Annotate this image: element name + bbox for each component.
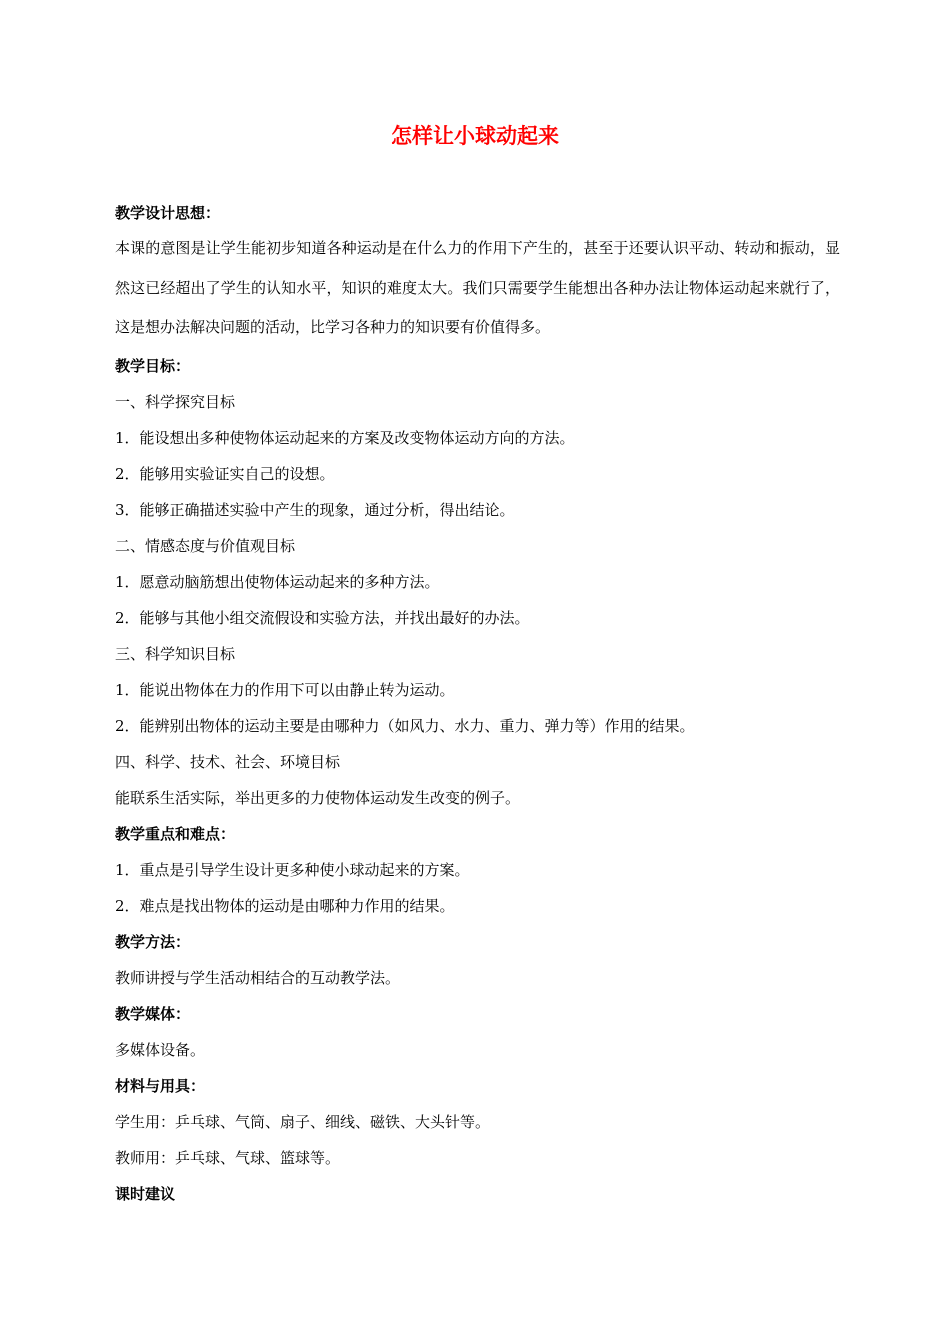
goal-line: 1．愿意动脑筋想出使物体运动起来的多种方法。 bbox=[115, 572, 440, 591]
document-title: 怎样让小球动起来 bbox=[391, 124, 559, 148]
goal-line: 2．能够与其他小组交流假设和实验方法，并找出最好的办法。 bbox=[115, 608, 530, 627]
section-heading-design: 教学设计思想： bbox=[115, 204, 221, 222]
materials-line: 教师用：乒乓球、气球、篮球等。 bbox=[115, 1148, 341, 1167]
key-point-line: 1．重点是引导学生设计更多种使小球动起来的方案。 bbox=[115, 860, 470, 879]
section-heading-materials: 材料与用具： bbox=[115, 1076, 206, 1095]
section-heading-hours: 课时建议 bbox=[115, 1184, 176, 1203]
goal-line: 一、科学探究目标 bbox=[115, 392, 236, 411]
design-paragraph: 本课的意图是让学生能初步知道各种运动是在什么力的作用下产生的，甚至于还要认识平动、转动和振动，显然这已经超出了学生的认知水平，知识的难度太大。我们只需要学生能想出各种办法让物体运动起来就行了，这是想办法解决问题的活动，比学习各种力的知识要有价值得多。 bbox=[115, 239, 840, 336]
goal-line: 3．能够正确描述实验中产生的现象，通过分析，得出结论。 bbox=[115, 500, 515, 519]
method-text: 教师讲授与学生活动相结合的互动教学法。 bbox=[115, 968, 401, 987]
goal-line: 2．能够用实验证实自己的设想。 bbox=[115, 464, 335, 483]
materials-line: 学生用：乒乓球、气筒、扇子、细线、磁铁、大头针等。 bbox=[115, 1112, 491, 1131]
section-heading-media: 教学媒体： bbox=[115, 1004, 191, 1023]
section-heading-key-points: 教学重点和难点： bbox=[115, 824, 236, 843]
media-text: 多媒体设备。 bbox=[115, 1040, 206, 1059]
section-heading-method: 教学方法： bbox=[115, 932, 191, 951]
key-point-line: 2．难点是找出物体的运动是由哪种力作用的结果。 bbox=[115, 896, 455, 915]
goal-line: 1．能设想出多种使物体运动起来的方案及改变物体运动方向的方法。 bbox=[115, 428, 575, 447]
goal-line: 四、科学、技术、社会、环境目标 bbox=[115, 752, 341, 771]
goal-line: 1．能说出物体在力的作用下可以由静止转为运动。 bbox=[115, 680, 455, 699]
section-heading-goals: 教学目标： bbox=[115, 356, 191, 375]
document-body bbox=[115, 195, 840, 1212]
goal-line: 二、情感态度与价值观目标 bbox=[115, 536, 296, 555]
goal-line: 2．能辨别出物体的运动主要是由哪种力（如风力、水力、重力、弹力等）作用的结果。 bbox=[115, 716, 695, 735]
goal-line: 三、科学知识目标 bbox=[115, 644, 236, 663]
goal-line: 能联系生活实际，举出更多的力使物体运动发生改变的例子。 bbox=[115, 788, 521, 807]
